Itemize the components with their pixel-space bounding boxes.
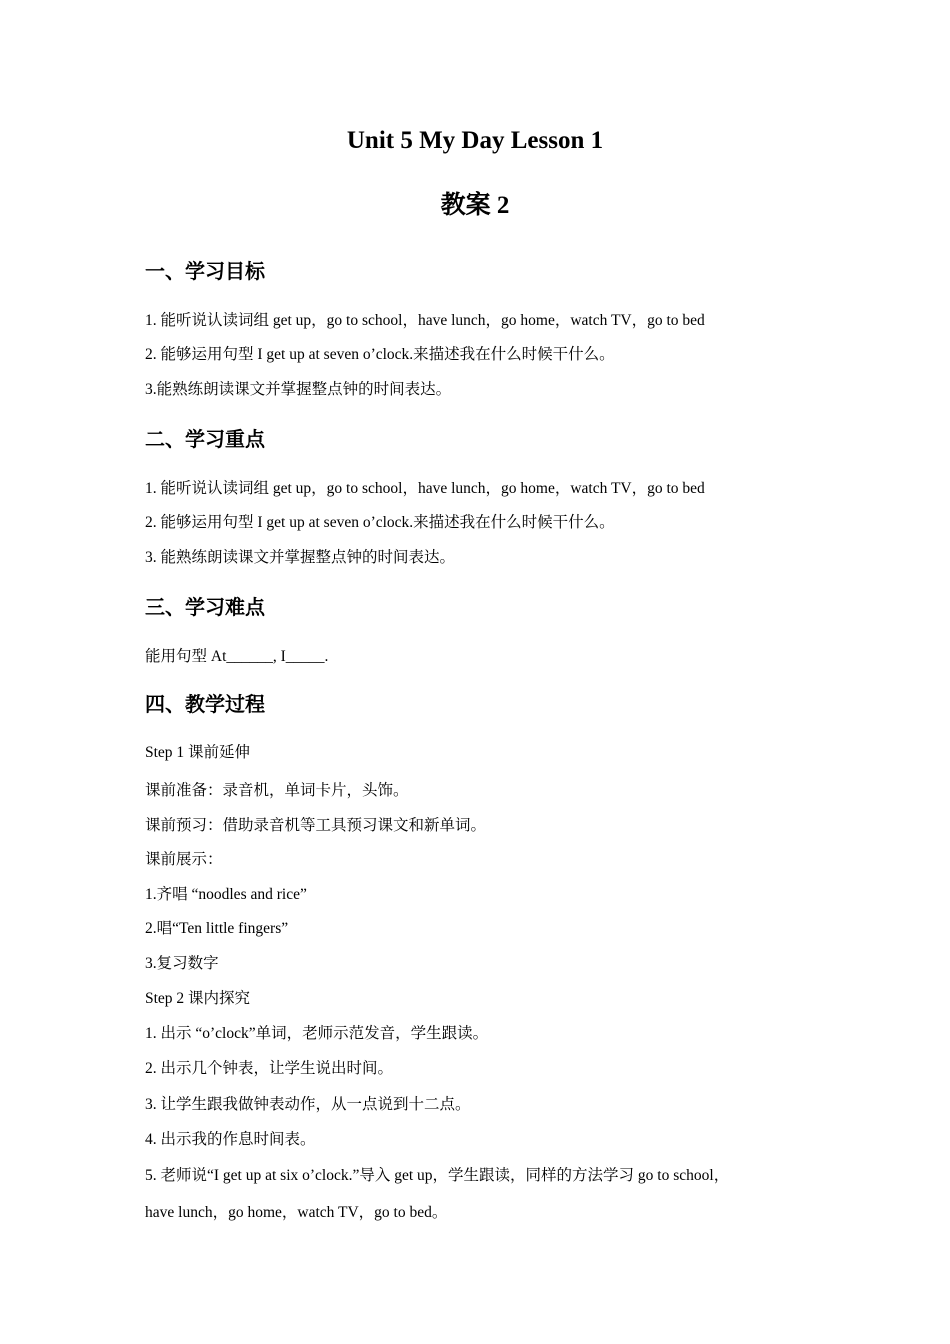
difficulty-item: 能用句型 At______, I_____. (145, 648, 329, 665)
process-line: 课前预习：借助录音机等工具预习课文和新单词。 (145, 817, 487, 834)
objective-item: 1. 能听说认读词组 get up，go to school，have lunch，go home，watch TV，go to bed (145, 312, 705, 329)
section-heading-objectives: 一、学习目标 (145, 259, 265, 283)
document-subtitle: 教案 2 (440, 192, 510, 219)
process-line: 4. 出示我的作息时间表。 (145, 1131, 316, 1148)
process-line: 3. 让学生跟我做钟表动作，从一点说到十二点。 (145, 1096, 471, 1113)
objective-item: 2. 能够运用句型 I get up at seven o’clock.来描述我在什么时候干什么。 (145, 346, 615, 363)
section-heading-process: 四、教学过程 (145, 692, 265, 716)
process-line: 5. 老师说“I get up at six o’clock.”导入 get up，学生跟读，同样的方法学习 go to school， (145, 1167, 730, 1184)
process-line: have lunch，go home，watch TV，go to bed。 (145, 1204, 448, 1221)
section-heading-key-points: 二、学习重点 (145, 427, 265, 451)
objective-item: 3.能熟练朗读课文并掌握整点钟的时间表达。 (145, 381, 452, 398)
section-heading-difficulties: 三、学习难点 (145, 595, 265, 619)
key-point-item: 3. 能熟练朗读课文并掌握整点钟的时间表达。 (145, 549, 456, 566)
process-line: Step 1 课前延伸 (145, 744, 251, 761)
process-line: 2.唱“Ten little fingers” (145, 920, 289, 937)
process-line: Step 2 课内探究 (145, 990, 251, 1007)
process-line: 课前展示： (145, 851, 223, 868)
process-line: 1.齐唱 “noodles and rice” (145, 886, 307, 903)
process-line: 2. 出示几个钟表，让学生说出时间。 (145, 1060, 394, 1077)
process-line: 3.复习数字 (145, 955, 219, 972)
process-line: 1. 出示 “o’clock”单词，老师示范发音，学生跟读。 (145, 1025, 489, 1042)
process-line: 课前准备：录音机，单词卡片，头饰。 (145, 782, 409, 799)
key-point-item: 2. 能够运用句型 I get up at seven o’clock.来描述我在什么时候干什么。 (145, 514, 615, 531)
document-title: Unit 5 My Day Lesson 1 (346, 127, 604, 154)
key-point-item: 1. 能听说认读词组 get up，go to school，have lunch，go home，watch TV，go to bed (145, 480, 705, 497)
